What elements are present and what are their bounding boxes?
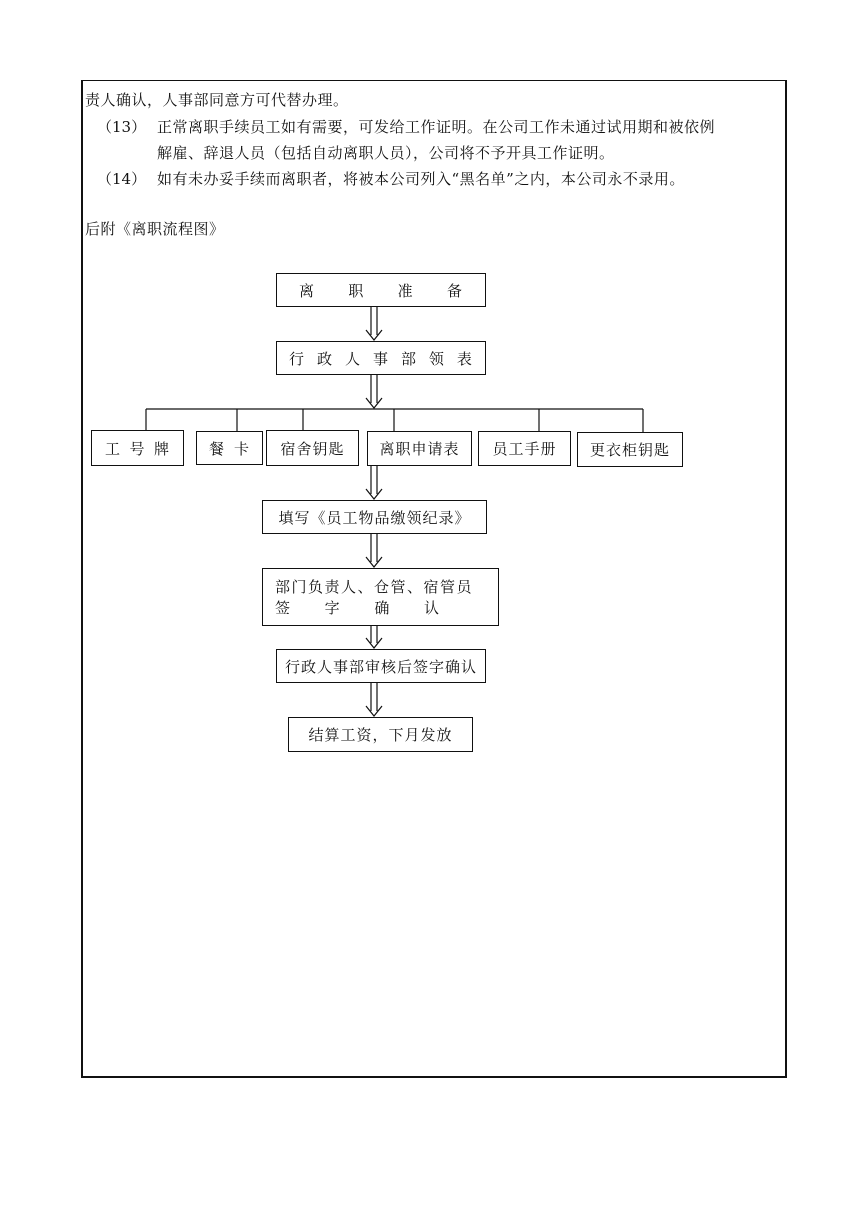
step-fill-record: 填写《员工物品缴领纪录》 — [262, 500, 487, 534]
item-dorm-key: 宿舍钥匙 — [266, 430, 359, 466]
item-13-text-continued: 解雇、辞退人员（包括自动离职人员），公司将不予开具工作证明。 — [157, 144, 615, 162]
arrow-4 — [366, 534, 382, 567]
item-meal-card: 餐 卡 — [196, 431, 263, 465]
step-signatures-line2: 签 字 确 认 — [275, 599, 440, 617]
arrow-2 — [366, 375, 382, 408]
arrow-6 — [366, 683, 382, 716]
step-get-form: 行 政 人 事 部 领 表 — [276, 341, 486, 375]
item-locker-key: 更衣柜钥匙 — [577, 432, 683, 467]
item-employee-handbook: 员工手册 — [478, 431, 571, 466]
item-14-text: 如有未办妥手续而离职者，将被本公司列入“黑名单”之内，本公司永不录用。 — [157, 170, 685, 188]
item-badge: 工 号 牌 — [91, 430, 184, 466]
appendix-title: 后附《离职流程图》 — [85, 220, 225, 238]
step-hr-approval: 行政人事部审核后签字确认 — [276, 649, 486, 683]
item-13-number: （13） — [97, 118, 147, 136]
step-signatures — [262, 568, 499, 626]
item-14-number: （14） — [97, 170, 147, 188]
text-line-1: 责人确认，人事部同意方可代替办理。 — [85, 91, 349, 109]
step-signatures-line1: 部门负责人、仓管、宿管员 — [275, 578, 474, 596]
step-resignation-prep: 离 职 准 备 — [276, 273, 486, 307]
item-resignation-form: 离职申请表 — [367, 431, 472, 466]
arrow-3 — [366, 466, 382, 499]
arrow-1 — [366, 307, 382, 340]
arrow-5 — [366, 626, 382, 648]
item-13-text: 正常离职手续员工如有需要，可发给工作证明。在公司工作未通过试用期和被依例 — [157, 118, 716, 136]
step-settle-wages: 结算工资，下月发放 — [288, 717, 473, 752]
